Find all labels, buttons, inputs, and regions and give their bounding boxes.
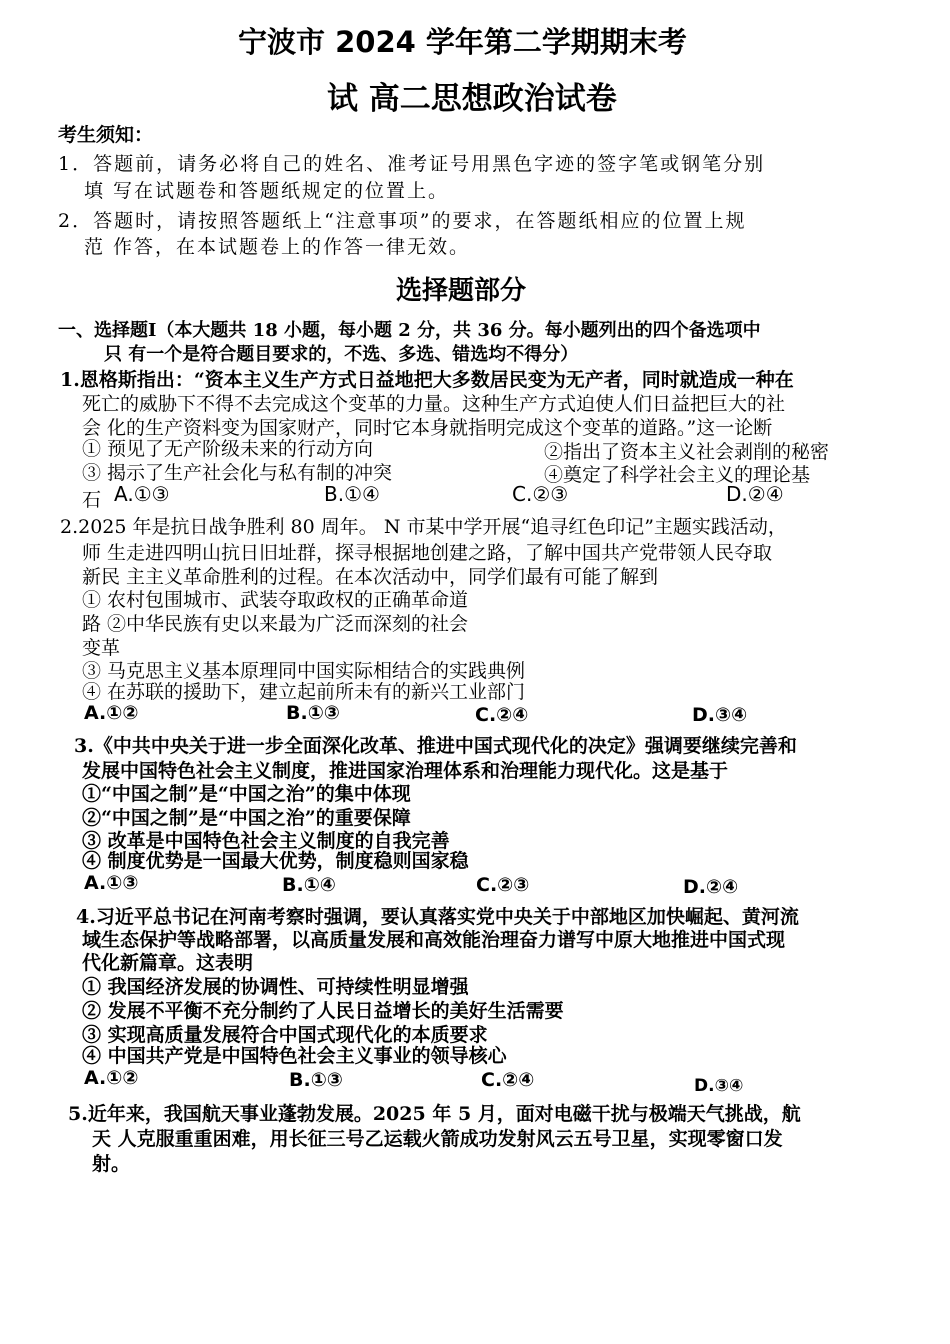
q2-option-b: B.①③ bbox=[286, 702, 340, 724]
q1-option-a: A.①③ bbox=[114, 482, 170, 506]
q5-stem-line-1: 5.近年来，我国航天事业蓬勃发展。2025 年 5 月，面对电磁干扰与极端天气挑战，航 bbox=[68, 1103, 801, 1125]
q5-stem-line-3: 射。 bbox=[92, 1153, 131, 1175]
q3-stem-line-1: 3.《中共中央关于进一步全面深化改革、推进中国式现代化的决定》强调要继续完善和 bbox=[74, 735, 797, 757]
q3-stem-line-2: 发展中国特色社会主义制度，推进国家治理体系和治理能力现代化。这是基于 bbox=[82, 760, 729, 782]
q1-item-2: ②指出了资本主义社会剥削的秘密 bbox=[544, 441, 830, 463]
q1-option-c: C.②③ bbox=[512, 482, 569, 506]
q3-item-2: ②“中国之制”是“中国之治”的重要保障 bbox=[82, 807, 411, 829]
q4-item-3: ③ 实现高质量发展符合中国式现代化的本质要求 bbox=[82, 1024, 488, 1046]
q4-stem-line-3: 代化新篇章。这表明 bbox=[82, 952, 254, 974]
q1-item-4: ④奠定了科学社会主义的理论基 bbox=[544, 464, 811, 486]
q5-stem-line-2: 天 人克服重重困难，用长征三号乙运载火箭成功发射风云五号卫星，实现零窗口发 bbox=[92, 1128, 783, 1150]
q3-item-3: ③ 改革是中国特色社会主义制度的自我完善 bbox=[82, 830, 450, 852]
q4-item-1: ① 我国经济发展的协调性、可持续性明显增强 bbox=[82, 976, 469, 998]
part-instructions-line-1: 一、选择题Ⅰ（本大题共 18 小题，每小题 2 分，共 36 分。每小题列出的四个备选项中 bbox=[58, 320, 761, 341]
q4-item-2: ② 发展不平衡不充分制约了人民日益增长的美好生活需要 bbox=[82, 1000, 564, 1022]
section-heading: 选择题部分 bbox=[396, 276, 527, 306]
q1-stem-line-3: 会 化的生产资料变为国家财产，同时它本身就指明完成这个变革的道路。”这一论断 bbox=[82, 417, 773, 439]
q2-item-3: ③ 马克思主义基本原理同中国实际相结合的实践典例 bbox=[82, 660, 526, 682]
q4-option-b: B.①③ bbox=[289, 1069, 343, 1091]
part-instructions-line-2: 只 有一个是符合题目要求的，不选、多选、错选均不得分） bbox=[104, 344, 579, 365]
notice-item-2-line-1: 2．答题时，请按照答题纸上“注意事项”的要求，在答题纸相应的位置上规 bbox=[58, 210, 747, 232]
q2-option-d: D.③④ bbox=[692, 704, 748, 726]
notice-item-1-line-1: 1．答题前，请务必将自己的姓名、准考证号用黑色字迹的签字笔或钢笔分别 bbox=[58, 153, 766, 175]
q4-item-4: ④ 中国共产党是中国特色社会主义事业的领导核心 bbox=[82, 1045, 507, 1067]
q2-item-1: ① 农村包围城市、武装夺取政权的正确革命道 bbox=[82, 589, 469, 611]
title-line-1: 宁波市 2024 学年第二学期期末考 bbox=[238, 25, 687, 59]
q4-stem-line-1: 4.习近平总书记在河南考察时强调，要认真落实党中央关于中部地区加快崛起、黄河流 bbox=[76, 906, 799, 928]
q4-option-a: A.①② bbox=[84, 1067, 139, 1089]
q1-wrap-fragment: 石 bbox=[82, 489, 102, 511]
q4-stem-line-2: 域生态保护等战略部署，以高质量发展和高效能治理奋力谱写中原大地推进中国式现 bbox=[82, 929, 786, 951]
q1-stem-line-2: 死亡的威胁下不得不去完成这个变革的力量。这种生产方式迫使人们日益把巨大的社 bbox=[82, 393, 786, 415]
q2-stem-line-2: 师 生走进四明山抗日旧址群，探寻根据地创建之路，了解中国共产党带领人民夺取 bbox=[82, 542, 773, 564]
title-line-2: 试 高二思想政治试卷 bbox=[327, 81, 617, 117]
notice-item-2-line-2: 范 作答，在本试题卷上的作答一律无效。 bbox=[84, 236, 471, 258]
q1-stem-line-1: 1.恩格斯指出：“资本主义生产方式日益地把大多数居民变为无产者，同时就造成一种在 bbox=[60, 369, 794, 391]
q2-item-4: ④ 在苏联的援助下，建立起前所未有的新兴工业部门 bbox=[82, 681, 526, 703]
q2-option-c: C.②④ bbox=[475, 704, 529, 726]
q3-option-c: C.②③ bbox=[476, 874, 530, 896]
q2-item-2-wrap: 变革 bbox=[82, 637, 121, 659]
q4-option-c: C.②④ bbox=[481, 1069, 535, 1091]
q1-option-d: D.②④ bbox=[726, 482, 784, 506]
notice-heading: 考生须知： bbox=[58, 124, 154, 146]
q1-item-3: ③ 揭示了生产社会化与私有制的冲突 bbox=[82, 462, 393, 484]
notice-item-1-line-2: 填 写在试题卷和答题纸规定的位置上。 bbox=[84, 180, 450, 202]
q2-item-1-wrap: 路 ②中华民族有史以来最为广泛而深刻的社会 bbox=[82, 613, 469, 635]
q3-option-a: A.①③ bbox=[84, 872, 139, 894]
q1-item-1: ① 预见了无产阶级未来的行动方向 bbox=[82, 438, 374, 460]
q2-option-a: A.①② bbox=[84, 702, 139, 724]
q2-stem-line-1: 2.2025 年是抗日战争胜利 80 周年。 N 市某中学开展“追寻红色印记”主题实践活动， bbox=[60, 516, 787, 538]
q3-option-d: D.②④ bbox=[683, 876, 739, 898]
q1-option-b: B.①④ bbox=[324, 482, 380, 506]
q3-item-4: ④ 制度优势是一国最大优势，制度稳则国家稳 bbox=[82, 850, 469, 872]
q4-option-d: D.③④ bbox=[694, 1076, 744, 1096]
q2-stem-line-3: 新民 主主义革命胜利的过程。在本次活动中，同学们最有可能了解到 bbox=[82, 566, 659, 588]
q3-option-b: B.①④ bbox=[282, 874, 336, 896]
q3-item-1: ①“中国之制”是“中国之治”的集中体现 bbox=[82, 783, 411, 805]
